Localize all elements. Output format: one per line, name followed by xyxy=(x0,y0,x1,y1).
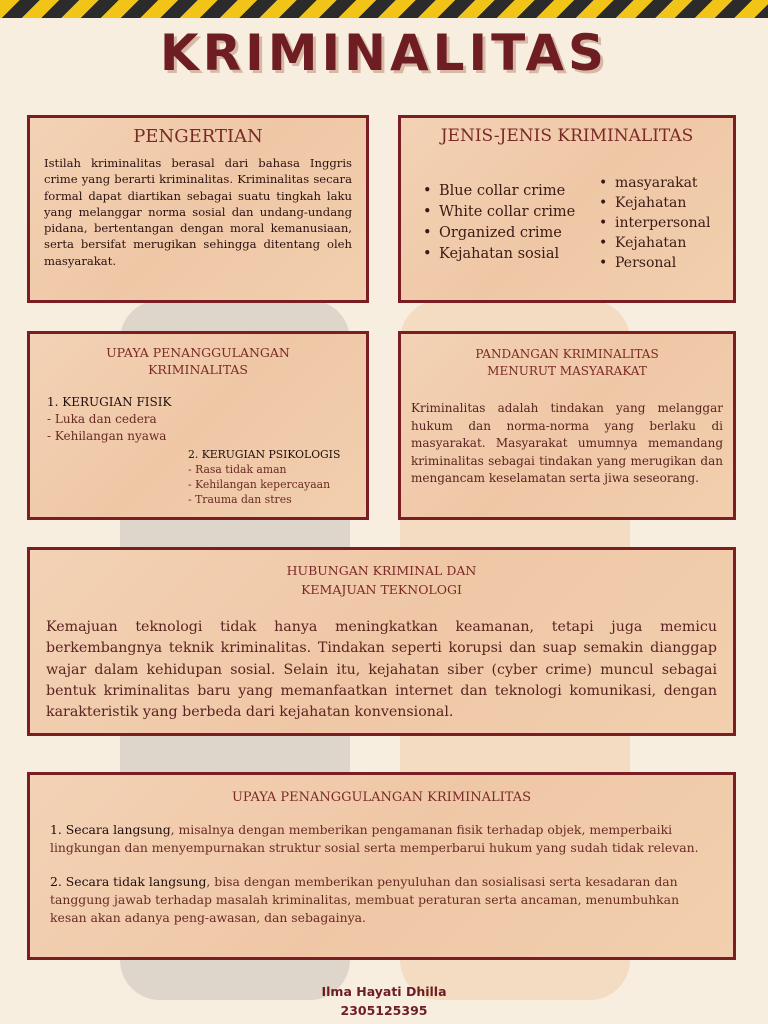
fisik-block xyxy=(47,394,171,445)
upaya-heading: UPAYA PENANGGULANGAN KRIMINALITAS xyxy=(231,790,532,805)
list-item: • White collar crime xyxy=(423,202,575,223)
kerugian-card xyxy=(27,331,369,520)
list-item: • interpersonal xyxy=(599,213,711,233)
author-id: 2305125395 xyxy=(340,1003,428,1018)
list-item: • masyarakat xyxy=(599,173,711,193)
psikologis-list xyxy=(188,462,340,507)
psikologis-title: 2. KERUGIAN PSIKOLOGIS xyxy=(188,448,341,461)
pandangan-heading xyxy=(401,346,733,380)
kerugian-heading xyxy=(30,344,366,378)
author-name: Ilma Hayati Dhilla xyxy=(321,984,447,999)
list-item: - Kehilangan kepercayaan xyxy=(188,478,331,491)
list-item: • Personal xyxy=(599,253,711,273)
page-title: KRIMINALITAS xyxy=(159,24,609,82)
list-item: • Organized crime xyxy=(423,223,575,244)
caution-stripe xyxy=(0,0,768,18)
upaya-item-2-text: , bisa dengan memberikan penyuluhan dan sosialisasi serta kesadaran dan tanggung jawab terhadap masalah kriminalitas, membuat peraturan serta ancaman, menumbuhkan kesan akan adanya peng-awasan, dan sebagainya. xyxy=(50,874,680,925)
hubungan-heading-line2: KEMAJUAN TEKNOLOGI xyxy=(301,582,462,597)
jenis-heading: JENIS-JENIS KRIMINALITAS xyxy=(440,126,694,146)
kerugian-heading-line1: UPAYA PENANGGULANGAN xyxy=(106,345,290,360)
upaya-item-2 xyxy=(50,873,713,927)
upaya-item-1-text: , misalnya dengan memberikan pengamanan fisik terhadap objek, memperbaiki lingkungan dan menyempurnakan struktur sosial serta memperbarui hukum yang sudah tidak relevan. xyxy=(50,822,699,855)
kerugian-heading-line2: KRIMINALITAS xyxy=(148,362,248,377)
list-item: • Blue collar crime xyxy=(423,181,575,202)
upaya-card xyxy=(27,772,736,960)
list-item: • Kejahatan sosial xyxy=(423,244,575,265)
list-item: - Rasa tidak aman xyxy=(188,463,287,476)
hubungan-heading xyxy=(30,561,733,599)
fisik-list xyxy=(47,411,171,445)
pengertian-heading: PENGERTIAN xyxy=(133,126,263,147)
pengertian-card xyxy=(27,115,369,303)
hubungan-text: Kemajuan teknologi tidak hanya meningkatkan keamanan, tetapi juga memicu berkembangnya teknik kriminalitas. Tindakan seperti korupsi dan suap semakin dianggap wajar dalam kehidupan sosial. Selain itu, kejahatan siber (cyber crime) muncul sebagai bentuk kriminalitas baru yang memanfaatkan internet dan teknologi komunikasi, dengan karakteristik yang berbeda dari kejahatan konvensional. xyxy=(46,619,717,721)
psikologis-block xyxy=(188,447,340,507)
upaya-item-1-label: 1. Secara langsung xyxy=(50,822,171,837)
hubungan-card xyxy=(27,547,736,736)
upaya-item-2-label: 2. Secara tidak langsung xyxy=(50,874,207,889)
list-item: - Luka dan cedera xyxy=(47,412,157,426)
hubungan-heading-line1: HUBUNGAN KRIMINAL DAN xyxy=(286,563,477,578)
pandangan-card xyxy=(398,331,736,520)
upaya-body xyxy=(50,821,713,927)
list-item: - Kehilangan nyawa xyxy=(47,429,167,443)
pandangan-text: Kriminalitas adalah tindakan yang melanggar hukum dan norma-norma yang berlaku di masyarakat. Masyarakat umumnya memandang kriminalitas sebagai tindakan yang merugikan dan mengancam keselamatan serta jiwa seseorang. xyxy=(411,401,723,485)
pengertian-text: Istilah kriminalitas berasal dari bahasa Inggris crime yang berarti kriminalitas. Kriminalitas secara formal dapat diartikan sebagai suatu tingkah laku yang melanggar norma sosial dan undang-undang pidana, bertentangan dengan moral kemanusiaan, serta bersifat merugikan sehingga ditentang oleh masyarakat. xyxy=(44,156,352,268)
jenis-left-list xyxy=(423,181,575,265)
pandangan-heading-line2: MENURUT MASYARAKAT xyxy=(487,364,647,378)
upaya-item-1 xyxy=(50,821,713,857)
jenis-right-list xyxy=(599,173,711,273)
list-item: - Trauma dan stres xyxy=(188,493,292,506)
jenis-card xyxy=(398,115,736,303)
fisik-title: 1. KERUGIAN FISIK xyxy=(47,395,172,409)
list-item: • Kejahatan xyxy=(599,233,711,253)
pandangan-heading-line1: PANDANGAN KRIMINALITAS xyxy=(475,347,659,361)
list-item: • Kejahatan xyxy=(599,193,711,213)
